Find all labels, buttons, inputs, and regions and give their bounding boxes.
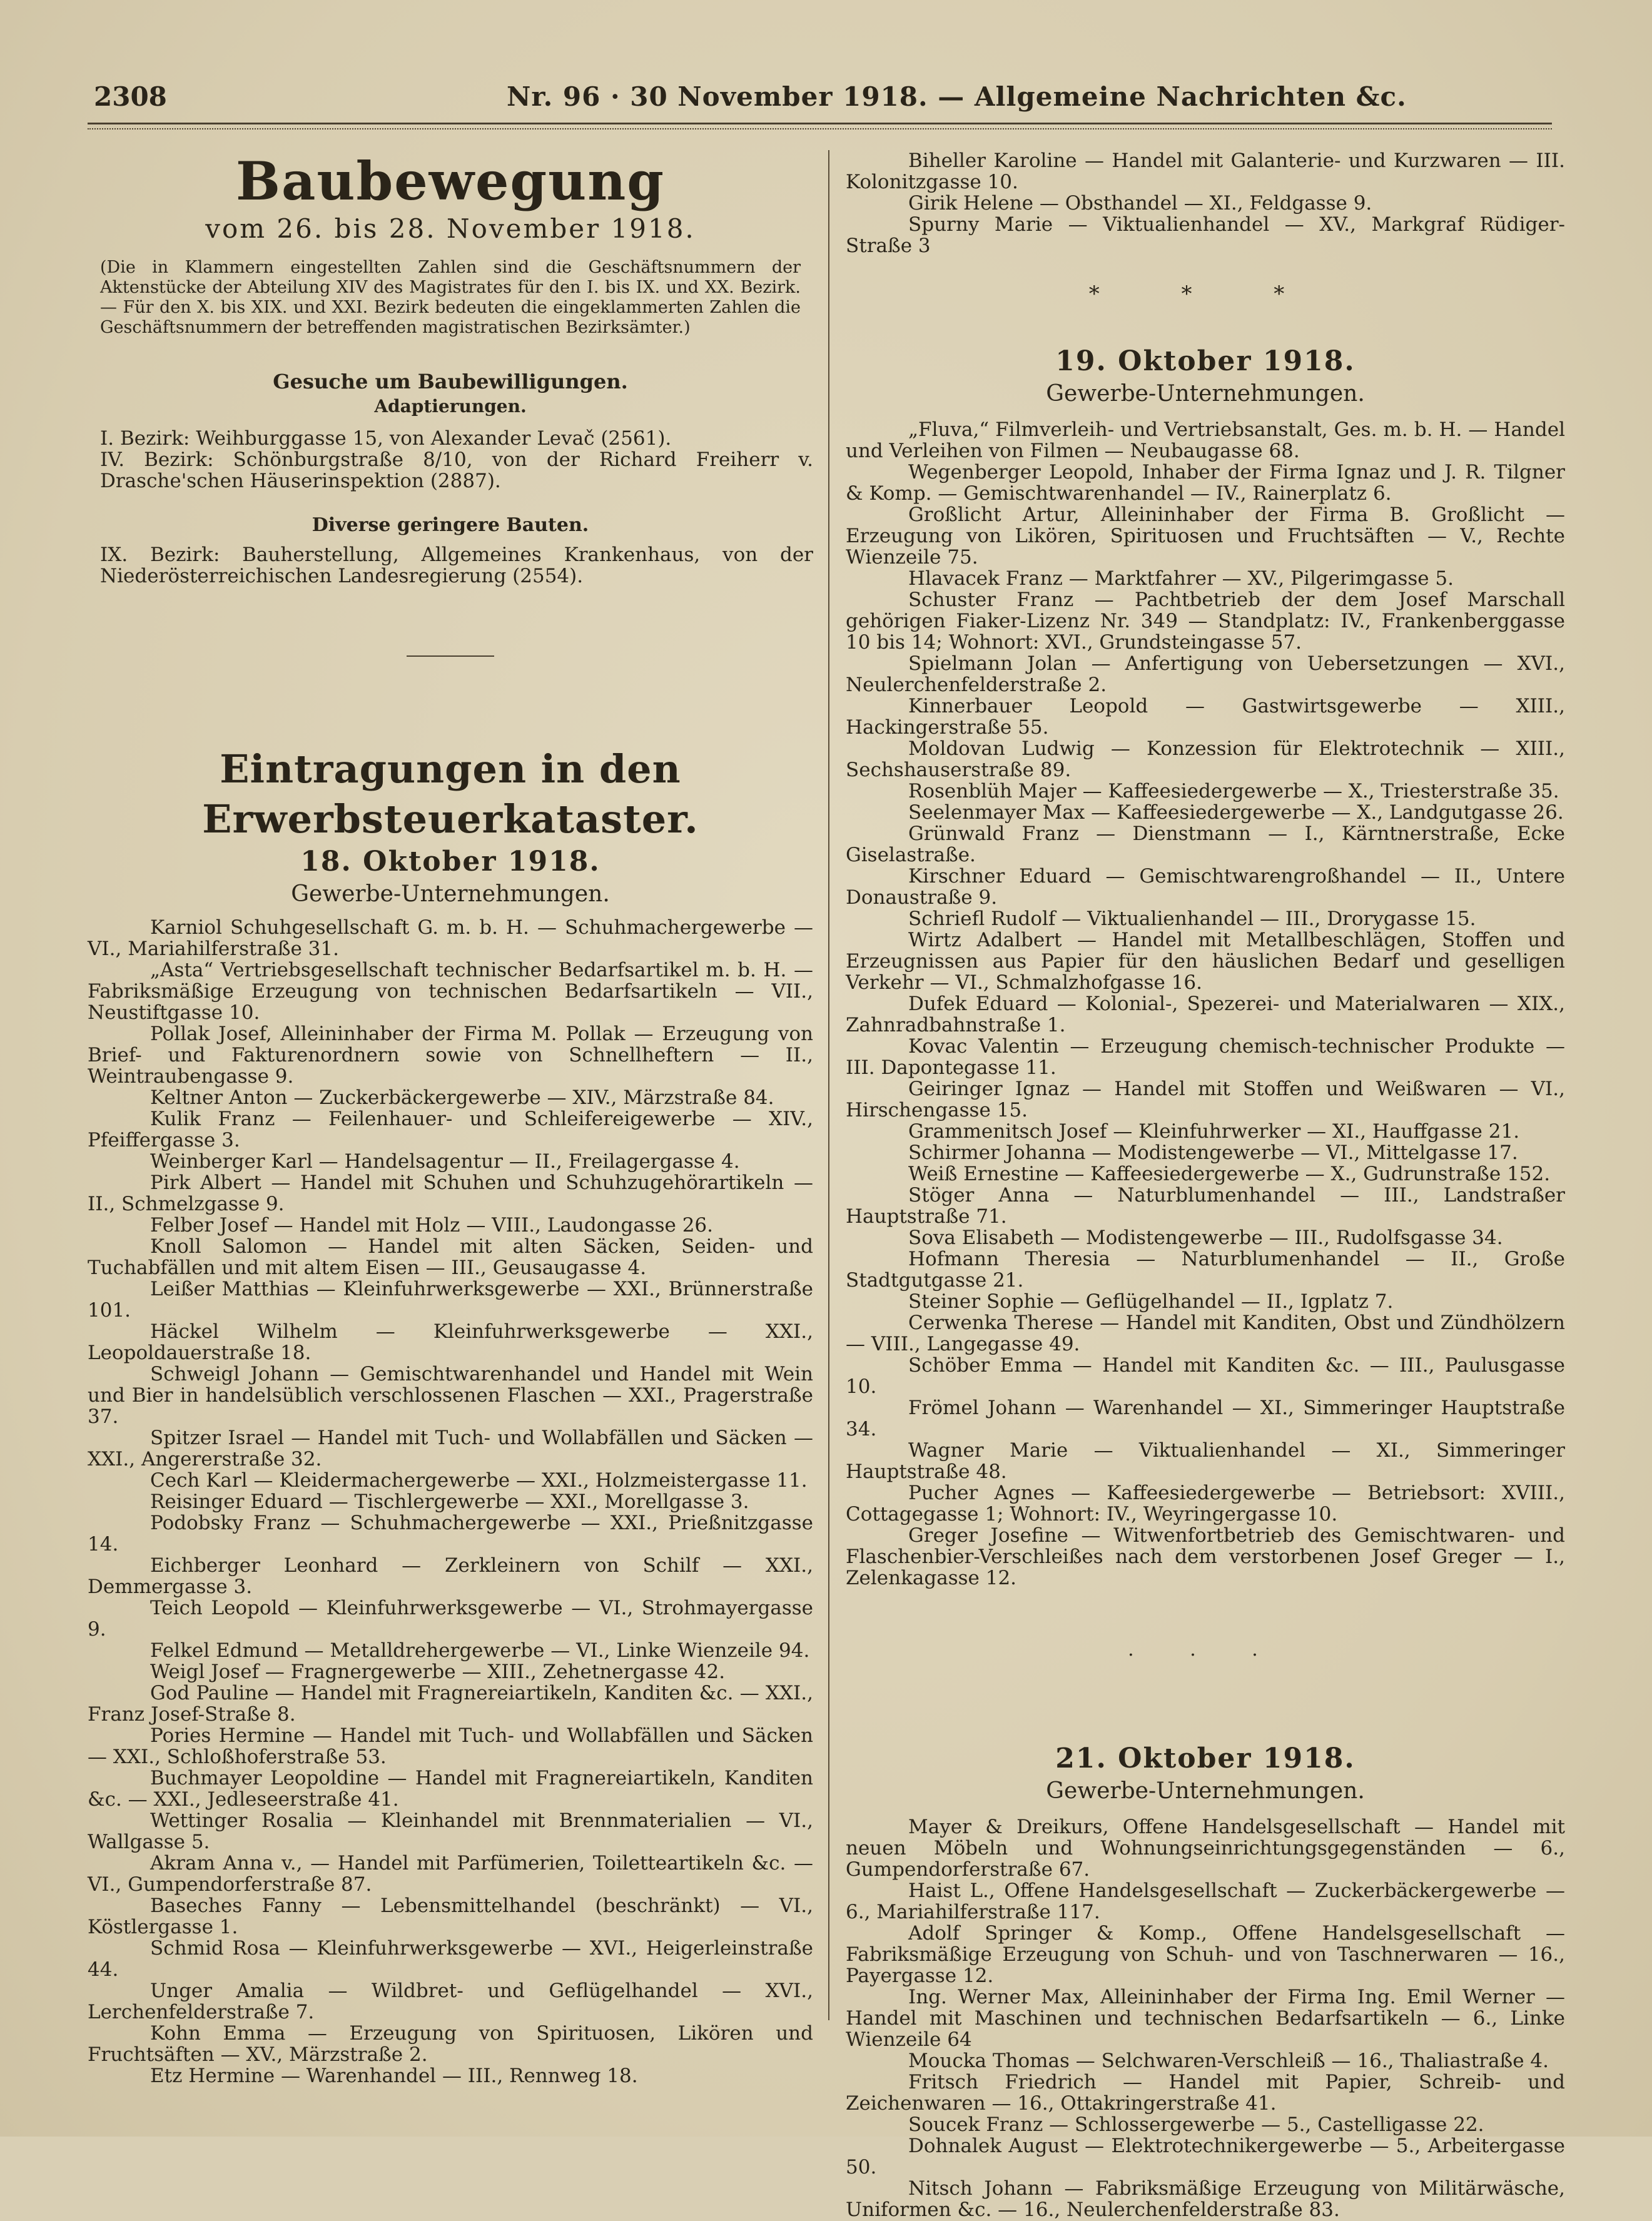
right-column (846, 150, 1565, 2220)
kataster-entry: Teich Leopold — Kleinfuhrwerksgewerbe — VI., Strohmayergasse 9. (88, 1597, 813, 1641)
adaptierung-entry: IV. Bezirk: Schönburgstraße 8/10, von der Richard Freiherr v. Drasche'schen Häuserinspektion (2887). (100, 448, 813, 492)
kataster-entry: Hlavacek Franz — Marktfahrer — XV., Pilgerimgasse 5. (908, 567, 1454, 590)
kataster-entry: Pucher Agnes — Kaffeesiedergewerbe — Betriebsort: XVIII., Cottagegasse 1; Wohnort: IV., Weyringergasse 10. (846, 1482, 1565, 1525)
kataster-entry: Leißer Matthias — Kleinfuhrwerksgewerbe — XXI., Brünnerstraße 101. (88, 1278, 813, 1322)
kataster-entry: Kohn Emma — Erzeugung von Spirituosen, Likören und Fruchtsäften — XV., Märzstraße 2. (88, 2022, 813, 2066)
kataster-entry: Weigl Josef — Fragnergewerbe — XIII., Zehetnergasse 42. (150, 1661, 726, 1683)
kataster-entry: Etz Hermine — Warenhandel — III., Rennweg 18. (150, 2065, 638, 2087)
kataster-entry: Felkel Edmund — Metalldrehergewerbe — VI., Linke Wienzeile 94. (150, 1639, 810, 1662)
kataster-entry: Keltner Anton — Zuckerbäckergewerbe — XIV., Märzstraße 84. (150, 1086, 774, 1109)
section-dots: · · · (1128, 1644, 1283, 1666)
adaptierungen-heading: Adaptierungen. (374, 396, 527, 417)
kataster-entry: Schriefl Rudolf — Viktualienhandel — III., Drorygasse 15. (908, 908, 1476, 930)
kataster-entry: Seelenmayer Max — Kaffeesiedergewerbe — X., Landgutgasse 26. (908, 801, 1564, 824)
kataster-entry: Moucka Thomas — Selchwaren-Verschleiß — 16., Thaliastraße 4. (908, 2050, 1549, 2072)
kataster-entry: Pories Hermine — Handel mit Tuch- und Wollabfällen und Säcken — XXI., Schloßhoferstraße 53. (88, 1724, 813, 1768)
kataster-entry: Rosenblüh Majer — Kaffeesiedergewerbe — X., Triesterstraße 35. (908, 780, 1559, 802)
gewerbe-heading-19: Gewerbe-Unternehmungen. (1046, 381, 1365, 407)
kataster-entry: Wagner Marie — Viktualienhandel — XI., Simmeringer Hauptstraße 48. (846, 1439, 1565, 1483)
date-heading-19: 19. Oktober 1918. (1055, 345, 1356, 377)
diverse-entry: IX. Bezirk: Bauherstellung, Allgemeines Krankenhaus, von der Niederösterreichischen Landesregierung (2554). (100, 544, 813, 587)
kataster-entry: Haist L., Offene Handelsgesellschaft — Zuckerbäckergewerbe — 6., Mariahilferstraße 117. (846, 1880, 1565, 1923)
baubewegung-subtitle: vom 26. bis 28. November 1918. (205, 213, 696, 244)
date-heading-21: 21. Oktober 1918. (1055, 1743, 1356, 1774)
kataster-entry: Steiner Sophie — Geflügelhandel — II., Igplatz 7. (908, 1290, 1394, 1313)
kataster-entry: Frömel Johann — Warenhandel — XI., Simmeringer Hauptstraße 34. (846, 1397, 1565, 1440)
kataster-entry: Spitzer Israel — Handel mit Tuch- und Wollabfällen und Säcken — XXI., Angererstraße 32. (88, 1427, 813, 1470)
kataster-entry: Moldovan Ludwig — Konzession für Elektrotechnik — XIII., Sechshauserstraße 89. (846, 737, 1565, 781)
entries-19-oktober (846, 419, 1565, 1589)
diverse-heading: Diverse geringere Bauten. (312, 514, 589, 536)
kataster-entry: Häckel Wilhelm — Kleinfuhrwerksgewerbe — XXI., Leopoldauerstraße 18. (88, 1320, 813, 1364)
kataster-entry: Felber Josef — Handel mit Holz — VIII., Laudongasse 26. (150, 1214, 714, 1237)
kataster-entry: Grünwald Franz — Dienstmann — I., Kärntnerstraße, Ecke Giselastraße. (846, 822, 1565, 866)
header-rule (88, 123, 1552, 129)
kataster-entry: Baseches Fanny — Lebensmittelhandel (beschränkt) — VI., Köstlergasse 1. (88, 1895, 813, 1938)
page-header (94, 75, 1546, 119)
kataster-entry: Dohnalek August — Elektrotechnikergewerbe — 5., Arbeitergasse 50. (846, 2135, 1565, 2178)
section-stars: * * * (1088, 281, 1322, 306)
kataster-entry: Spurny Marie — Viktualienhandel — XV., Markgraf Rüdiger-Straße 3 (846, 213, 1565, 257)
kataster-entry: Grammenitsch Josef — Kleinfuhrwerker — XI., Hauffgasse 21. (908, 1120, 1520, 1143)
kataster-title: Eintragungen in den Erwerbsteuerkataster. (202, 746, 699, 842)
kataster-entry: God Pauline — Handel mit Fragnereiartikeln, Kanditen &c. — XXI., Franz Josef-Straße 8. (88, 1682, 813, 1726)
running-title: Nr. 96 · 30 November 1918. — Allgemeine Nachrichten &c. (507, 81, 1407, 112)
kataster-entry: Weinberger Karl — Handelsagentur — II., Freilagergasse 4. (150, 1150, 740, 1173)
kataster-entry: Pollak Josef, Alleininhaber der Firma M. Pollak — Erzeugung von Brief- und Fakturenordnern sowie von Schnellheftern — II., Weintraubengasse 9. (88, 1023, 813, 1088)
left-column (88, 150, 813, 2087)
kataster-entry: Eichberger Leonhard — Zerkleinern von Schilf — XXI., Demmergasse 3. (88, 1554, 813, 1598)
kataster-entry: Pirk Albert — Handel mit Schuhen und Schuhzugehörartikeln — II., Schmelzgasse 9. (88, 1171, 813, 1215)
kataster-entry: Nitsch Johann — Fabriksmäßige Erzeugung von Militärwäsche, Uniformen &c. — 16., Neulerchenfelderstraße 83. (846, 2177, 1565, 2221)
kataster-entry: Schöber Emma — Handel mit Kanditen &c. — III., Paulusgasse 10. (846, 1354, 1565, 1398)
gewerbe-heading-21: Gewerbe-Unternehmungen. (1046, 1778, 1365, 1804)
entries-18-oktober (88, 917, 813, 2087)
kataster-entry: „Asta“ Vertriebsgesellschaft technischer Bedarfsartikel m. b. H. — Fabriksmäßige Erzeugung von technischen Bedarfsartikeln — VII., Neustiftgasse 10. (88, 959, 813, 1024)
kataster-entry: Großlicht Artur, Alleininhaber der Firma B. Großlicht — Erzeugung von Likören, Spirituosen und Fruchtsäften — V., Rechte Wienzeile 75. (846, 503, 1565, 569)
kataster-entry: Karniol Schuhgesellschaft G. m. b. H. — Schuhmachergewerbe — VI., Mariahilferstraße 31. (88, 916, 813, 960)
entries-continued (846, 150, 1565, 256)
kataster-entry: Weiß Ernestine — Kaffeesiedergewerbe — X., Gudrunstraße 152. (908, 1163, 1551, 1185)
adaptierungen-list (88, 428, 813, 492)
kataster-entry: Greger Josefine — Witwenfortbetrieb des Gemischtwaren- und Flaschenbier-Verschleißes nach dem verstorbenen Josef Greger — I., Zelenkagasse 12. (846, 1524, 1565, 1589)
kataster-entry: Ing. Werner Max, Alleininhaber der Firma Ing. Emil Werner — Handel mit Maschinen und technischen Bedarfsartikeln — 6., Linke Wienzeile 64 (846, 1986, 1565, 2051)
entries-21-oktober (846, 1816, 1565, 2220)
kataster-entry: Wettinger Rosalia — Kleinhandel mit Brennmaterialien — VI., Wallgasse 5. (88, 1809, 813, 1853)
kataster-entry: Cech Karl — Kleidermachergewerbe — XXI., Holzmeistergasse 11. (150, 1469, 808, 1492)
kataster-entry: Schweigl Johann — Gemischtwarenhandel und Handel mit Wein und Bier in handelsüblich verschlossenen Flaschen — XXI., Pragerstraße 37. (88, 1363, 813, 1428)
kataster-entry: Schirmer Johanna — Modistengewerbe — VI., Mittelgasse 17. (908, 1141, 1518, 1164)
diverse-list (88, 544, 813, 587)
kataster-entry: Mayer & Dreikurs, Offene Handelsgesellschaft — Handel mit neuen Möbeln und Wohnungseinrichtungsgegenständen — 6., Gumpendorferstraße 67. (846, 1816, 1565, 1881)
column-divider (828, 150, 829, 2020)
kataster-entry: Buchmayer Leopoldine — Handel mit Fragnereiartikeln, Kanditen &c. — XXI., Jedleseerstraße 41. (88, 1767, 813, 1811)
kataster-entry: Dufek Eduard — Kolonial-, Spezerei- und Materialwaren — XIX., Zahnradbahnstraße 1. (846, 993, 1565, 1036)
kataster-entry: Kovac Valentin — Erzeugung chemisch-technischer Produkte — III. Dapontegasse 11. (846, 1035, 1565, 1079)
kataster-entry: „Fluva,“ Filmverleih- und Vertriebsanstalt, Ges. m. b. H. — Handel und Verleihen von Filmen — Neubaugasse 68. (846, 418, 1565, 462)
kataster-entry: Akram Anna v., — Handel mit Parfümerien, Toiletteartikeln &c. — VI., Gumpendorferstraße 87. (88, 1852, 813, 1896)
kataster-entry: Sova Elisabeth — Modistengewerbe — III., Rudolfsgasse 34. (908, 1227, 1503, 1249)
kataster-entry: Schmid Rosa — Kleinfuhrwerksgewerbe — XVI., Heigerleinstraße 44. (88, 1937, 813, 1981)
kataster-entry: Fritsch Friedrich — Handel mit Papier, Schreib- und Zeichenwaren — 16., Ottakringerstraße 41. (846, 2071, 1565, 2115)
kataster-entry: Wegenberger Leopold, Inhaber der Firma Ignaz und J. R. Tilgner & Komp. — Gemischtwarenhandel — IV., Rainerplatz 6. (846, 461, 1565, 505)
kataster-entry: Girik Helene — Obsthandel — XI., Feldgasse 9. (908, 192, 1372, 215)
kataster-entry: Unger Amalia — Wildbret- und Geflügelhandel — XVI., Lerchenfelderstraße 7. (88, 1980, 813, 2023)
kataster-entry: Hofmann Theresia — Naturblumenhandel — II., Große Stadtgutgasse 21. (846, 1248, 1565, 1292)
kataster-entry: Cerwenka Therese — Handel mit Kanditen, Obst und Zündhölzern — VIII., Langegasse 49. (846, 1312, 1565, 1355)
kataster-entry: Reisinger Eduard — Tischlergewerbe — XXI., Morellgasse 3. (150, 1490, 749, 1513)
kataster-entry: Biheller Karoline — Handel mit Galanterie- und Kurzwaren — III. Kolonitzgasse 10. (846, 149, 1565, 193)
baubewegung-title: Baubewegung (235, 150, 666, 212)
kataster-entry: Kinnerbauer Leopold — Gastwirtsgewerbe — XIII., Hackingerstraße 55. (846, 695, 1565, 739)
kataster-entry: Geiringer Ignaz — Handel mit Stoffen und Weißwaren — VI., Hirschengasse 15. (846, 1078, 1565, 1121)
adaptierung-entry: I. Bezirk: Weihburggasse 15, von Alexander Levač (2561). (100, 427, 672, 450)
date-heading-18: 18. Oktober 1918. (300, 846, 600, 878)
kataster-entry: Wirtz Adalbert — Handel mit Metallbeschlägen, Stoffen und Erzeugnissen aus Papier für den häuslichen Bedarf und geselligen Verkehr — VI., Schmalzhofgasse 16. (846, 929, 1565, 994)
kataster-entry: Stöger Anna — Naturblumenhandel — III., Landstraßer Hauptstraße 71. (846, 1184, 1565, 1228)
kataster-entry: Podobsky Franz — Schuhmachergewerbe — XXI., Prießnitzgasse 14. (88, 1512, 813, 1556)
kataster-entry: Spielmann Jolan — Anfertigung von Uebersetzungen — XVI., Neulerchenfelderstraße 2. (846, 652, 1565, 696)
kataster-entry: Kulik Franz — Feilenhauer- und Schleifereigewerbe — XIV., Pfeiffergasse 3. (88, 1108, 813, 1151)
kataster-entry: Schuster Franz — Pachtbetrieb der dem Josef Marschall gehörigen Fiaker-Lizenz Nr. 349 — Standplatz: IV., Frankenberggasse 10 bis 14; Wohnort: XVI., Grundsteingasse 57. (846, 589, 1565, 654)
kataster-entry: Kirschner Eduard — Gemischtwarengroßhandel — II., Untere Donaustraße 9. (846, 865, 1565, 909)
baubewegung-note: (Die in Klammern eingestellten Zahlen sind die Geschäftsnummern der Aktenstücke der Abteilung XIV des Magistrates für den I. bis IX. und XX. Bezirk. — Für den X. bis XIX. und XXI. Bezirk bedeuten die eingeklammerten Zahlen die Geschäftsnummern der betreffenden magistratischen Bezirksämter.) (100, 258, 801, 337)
kataster-entry: Knoll Salomon — Handel mit alten Säcken, Seiden- und Tuchabfällen und mit altem Eisen — III., Geusaugasse 4. (88, 1235, 813, 1279)
page-number: 2308 (94, 81, 167, 112)
gewerbe-heading-18: Gewerbe-Unternehmungen. (291, 881, 610, 907)
gesuche-heading: Gesuche um Baubewilligungen. (273, 370, 628, 393)
kataster-entry: Adolf Springer & Komp., Offene Handelsgesellschaft — Fabriksmäßige Erzeugung von Schuh- und von Taschnerwaren — 16., Payergasse 12. (846, 1922, 1565, 1987)
kataster-entry: Soucek Franz — Schlossergewerbe — 5., Castelligasse 22. (908, 2113, 1484, 2136)
